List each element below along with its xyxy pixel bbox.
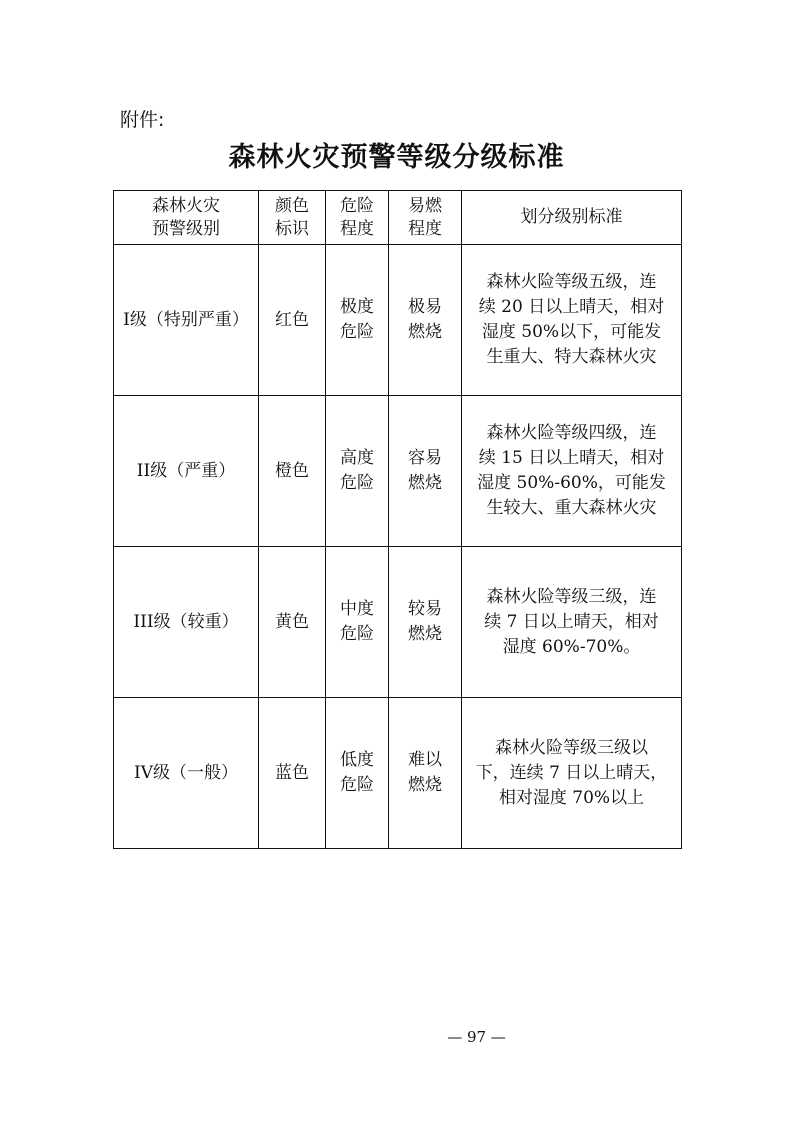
table-header-row <box>114 191 682 245</box>
color-cell: 橙色 <box>259 396 326 547</box>
page-number: — 97 — <box>447 1028 506 1046</box>
level-cell: I级（特别严重） <box>114 245 259 396</box>
criteria-cell: 森林火险等级三级，连 续 7 日以上晴天，相对 湿度 60%-70%。 <box>462 547 682 698</box>
document-title: 森林火灾预警等级分级标准 <box>228 142 565 173</box>
table-row <box>114 396 682 547</box>
danger-cell: 高度 危险 <box>326 396 389 547</box>
header-danger-degree: 危险 程度 <box>326 191 389 245</box>
danger-cell: 低度 危险 <box>326 698 389 849</box>
flammability-cell: 较易 燃烧 <box>389 547 462 698</box>
criteria-cell: 森林火险等级四级，连 续 15 日以上晴天，相对 湿度 50%-60%，可能发 生较大、重大森林火灾 <box>462 396 682 547</box>
danger-cell: 中度 危险 <box>326 547 389 698</box>
color-cell: 黄色 <box>259 547 326 698</box>
criteria-cell: 森林火险等级三级以 下，连续 7 日以上晴天， 相对湿度 70%以上 <box>462 698 682 849</box>
flammability-cell: 极易 燃烧 <box>389 245 462 396</box>
criteria-cell: 森林火险等级五级，连 续 20 日以上晴天，相对 湿度 50%以下，可能发 生重大、特大森林火灾 <box>462 245 682 396</box>
level-cell: IV级（一般） <box>114 698 259 849</box>
level-cell: III级（较重） <box>114 547 259 698</box>
attachment-label: 附件: <box>120 109 165 131</box>
header-criteria: 划分级别标准 <box>462 191 682 245</box>
flammability-cell: 容易 燃烧 <box>389 396 462 547</box>
color-cell: 蓝色 <box>259 698 326 849</box>
header-color-mark: 颜色 标识 <box>259 191 326 245</box>
level-cell: II级（严重） <box>114 396 259 547</box>
color-cell: 红色 <box>259 245 326 396</box>
danger-cell: 极度 危险 <box>326 245 389 396</box>
table-row <box>114 547 682 698</box>
header-warning-level: 森林火灾 预警级别 <box>114 191 259 245</box>
table-row <box>114 698 682 849</box>
header-flammability: 易燃 程度 <box>389 191 462 245</box>
flammability-cell: 难以 燃烧 <box>389 698 462 849</box>
table-row <box>114 245 682 396</box>
warning-grade-table <box>113 190 682 849</box>
